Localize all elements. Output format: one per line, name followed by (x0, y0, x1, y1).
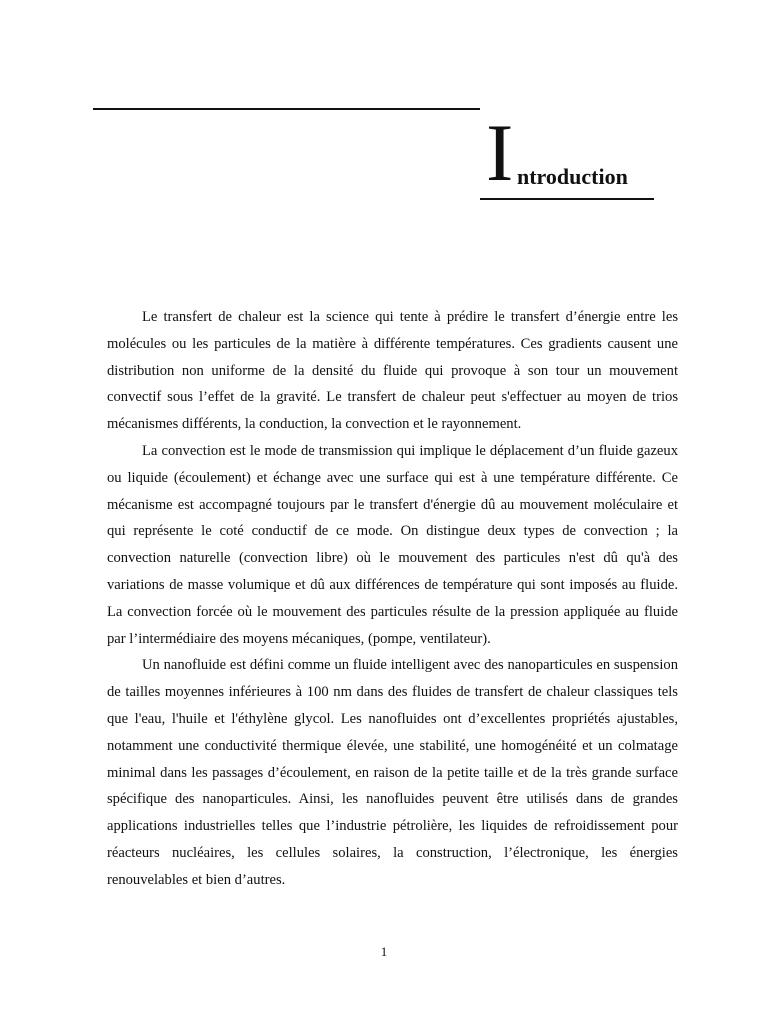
paragraph-heat-transfer: Le transfert de chaleur est la science qui tente à prédire le transfert d’énergie entre les molécules ou les particules de la matière à différente températures. Ces gradients causent une distribution non uniforme de la densité du fluide qui provoque à son tour un mouvement convectif sous l’effet de la gravité. Le transfert de chaleur peut s'effectuer au moyen de trios mécanismes différents, la conduction, la convection et le rayonnement. (107, 309, 678, 433)
heading-rest-text: ntroduction (517, 164, 628, 189)
paragraph-convection: La convection est le mode de transmission qui implique le déplacement d’un fluide gazeux ou liquide (écoulement) et échange avec une surface qui est à une température différente. Ce mécanisme est accompagné toujours par le transfert d'énergie dû au mouvement moléculaire et qui représente le coté conductif de ce mode. On distingue deux types de convection ; la convection naturelle (convection libre) où le mouvement des particules n'est dû qu'à des variations de masse volumique et dû aux différences de température qui sont imposés au fluide. La convection forcée où le mouvement des particules résulte de la pression appliquée au fluide par l’intermédiaire des moyens mécaniques, (pompe, ventilateur). (107, 442, 678, 647)
heading-underline-rule (480, 198, 654, 200)
top-horizontal-rule (93, 108, 480, 110)
paragraph-nanofluid: Un nanofluide est défini comme un fluide intelligent avec des nanoparticules en suspension de tailles moyennes inférieures à 100 nm dans des fluides de transfert de chaleur classiques tels que l'eau, l'huile et l'éthylène glycol. Les nanofluides ont d’excellentes propriétés ajustables, notamment une conductivité thermique élevée, une stabilité, une homogénéité et un colmatage minimal dans les passages d’écoulement, en raison de la petite taille et de la très grande surface spécifique des nanoparticules. Ainsi, les nanofluides peuvent être utilisés dans de grandes applications industrielles telles que l’industrie pétrolière, les liquides de refroidissement pour réacteurs nucléaires, les cellules solaires, la construction, l’électronique, les énergies renouvelables et bien d’autres. (107, 657, 678, 888)
chapter-heading (486, 107, 658, 198)
heading-initial-letter: I (486, 107, 514, 198)
body-text (107, 304, 678, 894)
page-number: 1 (380, 944, 388, 959)
